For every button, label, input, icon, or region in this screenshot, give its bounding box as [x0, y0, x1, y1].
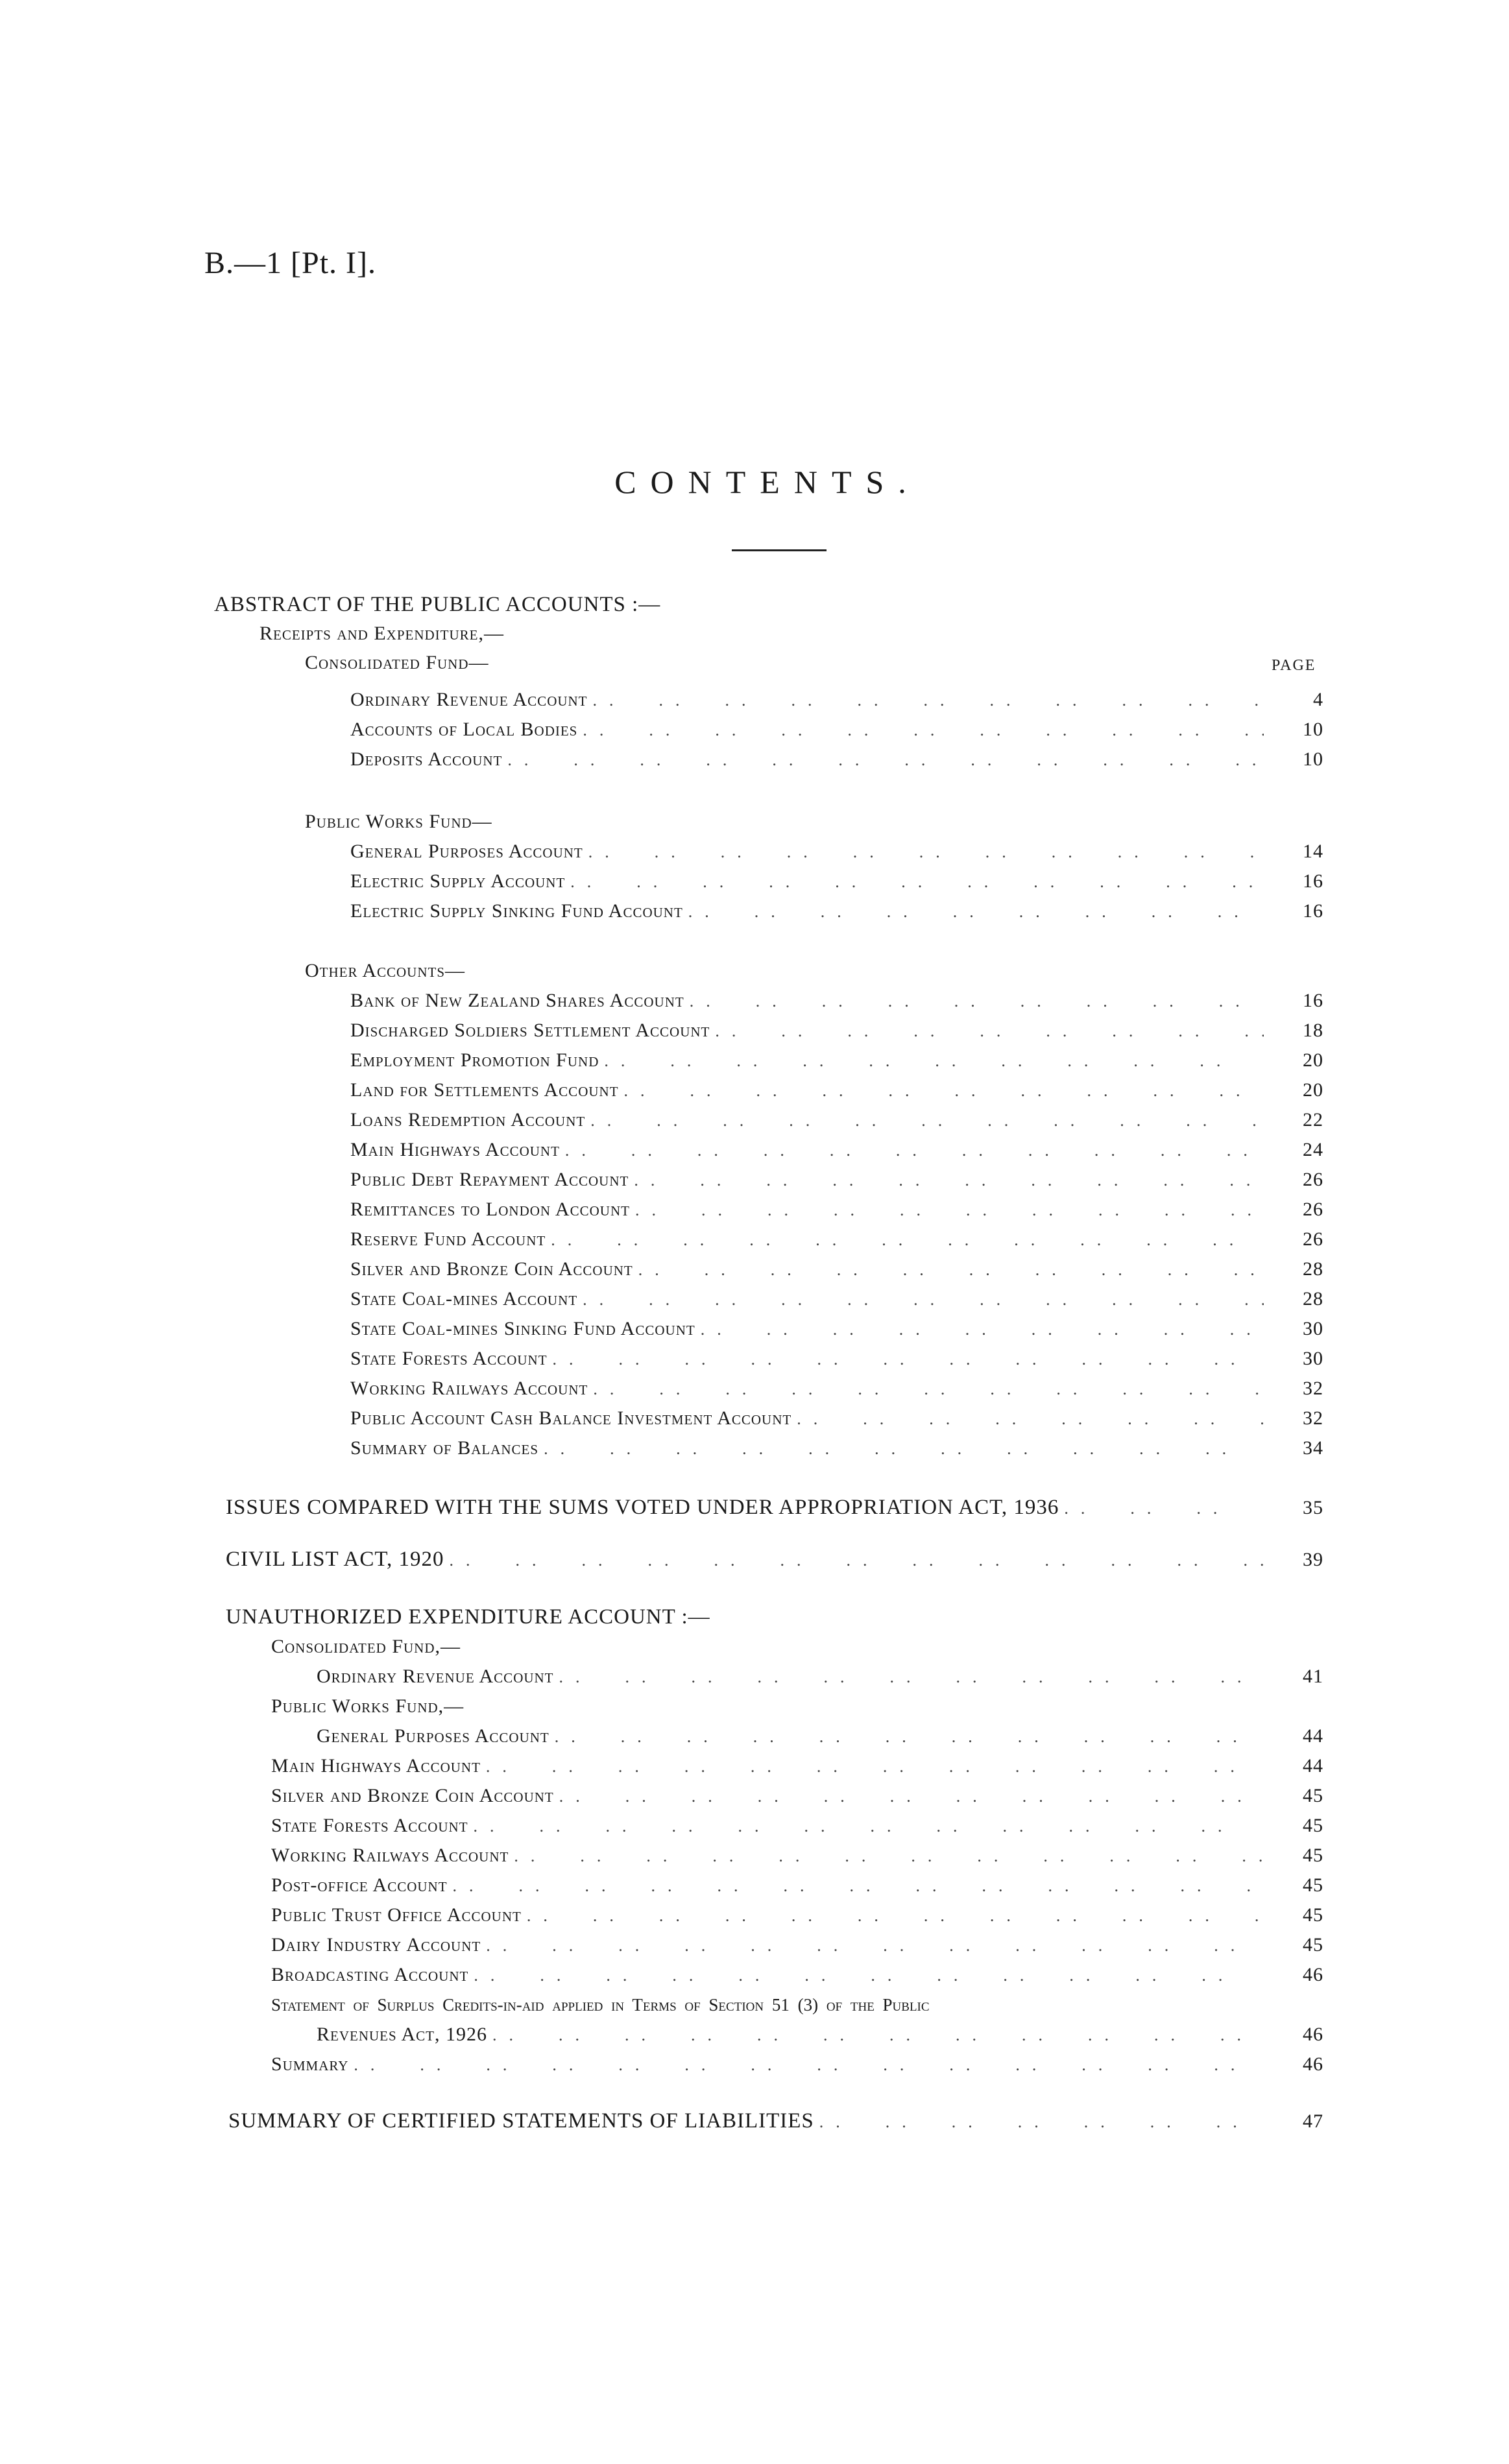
toc-entry[interactable]: Deposits Account . . 10	[350, 745, 1323, 774]
document-reference: B.—1 [Pt. I].	[204, 246, 376, 280]
toc-entry-certified[interactable]: SUMMARY OF CERTIFIED STATEMENTS OF LIABILITIES . . 47	[228, 2107, 1323, 2135]
toc-entry[interactable]: Silver and Bronze Coin Account . . 45	[271, 1782, 1323, 1810]
toc-entry[interactable]: Public Trust Office Account . . 45	[271, 1901, 1323, 1930]
toc-entry[interactable]: Post-office Account . . 45	[271, 1871, 1323, 1900]
toc-entry[interactable]: Reserve Fund Account . . 26	[350, 1225, 1323, 1254]
toc-entry[interactable]: Silver and Bronze Coin Account . . 28	[350, 1255, 1323, 1284]
toc-entry[interactable]: Dairy Industry Account . . 45	[271, 1931, 1323, 1959]
toc-entry[interactable]: Public Debt Repayment Account . . 26	[350, 1166, 1323, 1194]
toc-entry[interactable]: Main Highways Account . . 44	[271, 1752, 1323, 1780]
consolidated-fund-heading: Consolidated Fund—	[305, 652, 489, 673]
toc-entry[interactable]: Electric Supply Account . . 16	[350, 867, 1323, 896]
public-works-fund-heading: Public Works Fund—	[305, 811, 492, 832]
page-title: CONTENTS.	[614, 464, 921, 500]
toc-entry[interactable]: Bank of New Zealand Shares Account . . 16	[350, 987, 1323, 1015]
toc-entry[interactable]: Remittances to London Account . . 26	[350, 1195, 1323, 1224]
toc-entry[interactable]: Ordinary Revenue Account . . 4	[350, 686, 1323, 714]
receipts-heading: Receipts and Expenditure,—	[260, 623, 504, 644]
other-accounts-heading: Other Accounts—	[305, 960, 466, 981]
toc-entry[interactable]: State Forests Account . . 45	[271, 1812, 1323, 1840]
unauthorized-public-works-heading: Public Works Fund,—	[271, 1695, 465, 1717]
toc-entry[interactable]: General Purposes Account . . 14	[350, 837, 1323, 866]
toc-entry-issues[interactable]: ISSUES COMPARED WITH THE SUMS VOTED UNDER APPROPRIATION ACT, 1936 . . 35	[226, 1493, 1323, 1522]
toc-entry[interactable]: Discharged Soldiers Settlement Account . . 18	[350, 1016, 1323, 1045]
toc-entry[interactable]: Public Account Cash Balance Investment Account . . 32	[350, 1404, 1323, 1433]
toc-entry[interactable]: Broadcasting Account . . 46	[271, 1961, 1323, 1989]
toc-entry[interactable]: Land for Settlements Account . . 20	[350, 1076, 1323, 1105]
toc-entry[interactable]: Accounts of Local Bodies . . 10	[350, 715, 1323, 744]
toc-entry[interactable]: Working Railways Account . . 32	[350, 1374, 1323, 1403]
toc-entry[interactable]: Electric Supply Sinking Fund Account . . 16	[350, 897, 1323, 926]
toc-entry-summary[interactable]: Summary . . 46	[271, 2050, 1323, 2079]
toc-entry[interactable]: Working Railways Account . . 45	[271, 1841, 1323, 1870]
page-column-label: PAGE	[1272, 657, 1316, 674]
toc-entry[interactable]: Ordinary Revenue Account . . 41	[317, 1662, 1323, 1691]
toc-entry[interactable]: Employment Promotion Fund . . 20	[350, 1046, 1323, 1075]
toc-entry[interactable]: State Coal-mines Sinking Fund Account . . 30	[350, 1315, 1323, 1343]
statement-line[interactable]: Statement of Surplus Credits-in-aid applied in Terms of Section 51 (3) of the Public	[271, 1995, 930, 2015]
toc-entry[interactable]: Main Highways Account . . 24	[350, 1136, 1323, 1164]
toc-entry[interactable]: Summary of Balances . . 34	[350, 1434, 1323, 1463]
toc-entry[interactable]: Revenues Act, 1926 . . 46	[317, 2020, 1323, 2049]
unauthorized-heading: UNAUTHORIZED EXPENDITURE ACCOUNT :—	[226, 1605, 710, 1629]
title-rule	[732, 549, 827, 551]
toc-entry[interactable]: State Coal-mines Account . . 28	[350, 1285, 1323, 1313]
abstract-heading: ABSTRACT OF THE PUBLIC ACCOUNTS :—	[214, 593, 661, 616]
toc-entry[interactable]: State Forests Account . . 30	[350, 1345, 1323, 1373]
toc-entry[interactable]: General Purposes Account . . 44	[317, 1722, 1323, 1751]
toc-entry[interactable]: Loans Redemption Account . . 22	[350, 1106, 1323, 1134]
unauthorized-consolidated-heading: Consolidated Fund,—	[271, 1636, 461, 1657]
toc-entry-civil-list[interactable]: CIVIL LIST ACT, 1920 . . 39	[226, 1545, 1323, 1573]
